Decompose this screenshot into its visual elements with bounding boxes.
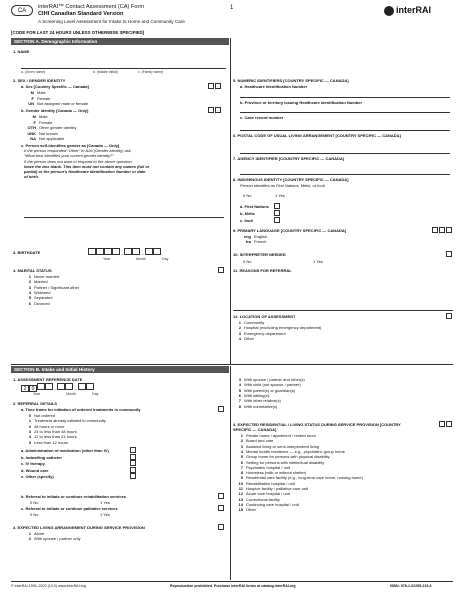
residential-box-2[interactable] (446, 421, 452, 427)
marital-option (26, 279, 48, 284)
marital-option-label: Divorced (34, 300, 50, 306)
marital-option-label: Widowed (34, 289, 51, 295)
residential-option (236, 507, 256, 512)
logo-emblem-icon (384, 6, 394, 16)
a9-primary-language: 9. PRIMARY LANGUAGE [COUNTRY SPECIFIC — CANADA] (233, 228, 347, 233)
birth-year-label: Year (103, 257, 111, 261)
treatment-item-label: c. IV therapy (21, 461, 45, 466)
marital-option (26, 285, 79, 290)
marital-option (26, 301, 50, 306)
metis-label: b. Métis (240, 211, 255, 216)
language-option-label: English (254, 234, 268, 239)
gender-option-label: Other gender identity (39, 125, 77, 130)
a3-birthdate: 3. BIRTHDATE (13, 250, 41, 255)
gender-option (26, 136, 64, 141)
language-option (243, 239, 266, 244)
gender-option-label: Not known (39, 130, 58, 136)
living-arrangement-option: 6 With sibling(s) (238, 392, 270, 398)
marital-option (26, 290, 50, 295)
residential-option-label: Board and care (246, 438, 274, 444)
residential-option-code: 8 (240, 470, 243, 476)
sex-option-code: F (31, 95, 34, 101)
residential-option (236, 502, 299, 507)
time-frame-option-label: Treatment already initiated in community (34, 418, 106, 424)
a2-sex-gender: 2. SEX / GENDER IDENTITY (13, 78, 66, 83)
self-identify-text6: of birth. (24, 174, 39, 179)
a4-marital-status: 4. MARITAL STATUS (13, 268, 52, 273)
family-name-label: c. (Family name) (138, 70, 164, 74)
treatment-item-label: e. Other (specify) (21, 474, 54, 479)
healthcare-id-label: a. Healthcare Identification Number (240, 84, 308, 89)
residential-option-label: Residential care facility (e.g., long-term care home, nursing home) (246, 475, 363, 481)
residential-option (236, 497, 280, 502)
gender-option-label: Not applicable (39, 136, 65, 141)
time-frame-option-code: 4 (28, 434, 31, 440)
time-frame-option-label: Not ordered (34, 413, 56, 418)
birth-month-label: Month (136, 257, 146, 261)
gender-option (26, 120, 52, 125)
rehab-referral-box[interactable] (218, 493, 224, 499)
form-version: CIHI Canadian Standard Version (38, 11, 124, 17)
form-title: interRAI™ Contact Assessment (CA) Form (38, 4, 144, 10)
residential-option-label: Group home for persons with physical disability (246, 454, 330, 460)
case-record-label: c. Case record number (240, 115, 284, 120)
marital-option-code: 4 (28, 289, 31, 295)
a10-interpreter-needed: 10. INTERPRETER NEEDED (233, 252, 286, 257)
marital-option-code: 5 (28, 295, 31, 301)
treatment-item-box[interactable] (130, 454, 136, 460)
sex-option (26, 90, 46, 95)
form-subtitle: A Screening Level Assessment for Intake to Home and Community Care (38, 19, 185, 24)
middle-initial-label: b. (Middle initial) (93, 70, 118, 74)
gender-option-code: M (32, 114, 36, 119)
time-frame-option-code: 5 (28, 439, 31, 445)
living-arrangement-box[interactable] (218, 524, 224, 530)
a6-postal-code: 6. POSTAL CODE OF USUAL LIVING ARRANGEMENT [COUNTRY SPECIFIC — CANADA] (233, 133, 401, 138)
residential-option-code: 5 (240, 454, 243, 460)
residential-option-code: 2 (240, 438, 243, 444)
residential-option-label: Mental health residence — e.g., psychiatric group home (246, 448, 345, 454)
palliative-no: 0 No (30, 512, 39, 517)
time-frame-option (26, 413, 55, 418)
interpreter-yes: 1 Yes (313, 259, 323, 264)
gender-option-code: NA (30, 136, 36, 141)
time-frame-option-code: 0 (28, 413, 31, 418)
location-option-code: 2 (238, 325, 241, 331)
a8-indigenous-identity: 8. INDIGENOUS IDENTITY [COUNTRY SPECIFIC — CANADA] (233, 177, 349, 182)
residential-option-code: 10 (238, 480, 243, 486)
marital-option (26, 274, 59, 279)
language-box-2[interactable] (439, 227, 445, 233)
location-box[interactable] (446, 313, 452, 319)
residential-option-label: Correctional facility (246, 496, 280, 502)
sex-option-code: M (30, 90, 34, 95)
residential-option-code: 15 (238, 507, 243, 513)
language-box-1[interactable] (432, 227, 438, 233)
a11-reasons-referral: 11. REASONS FOR REFERRAL (233, 268, 292, 273)
residential-option-code: 3 (240, 443, 243, 449)
gender-option-code: UNK (27, 130, 36, 136)
residential-option-label: Acute care hospital / unit (246, 491, 290, 497)
gender-identity-label: b. Gender identity [Canada — Only] (21, 108, 89, 113)
residential-option-label: Rehabilitation hospital / unit (246, 480, 295, 486)
residential-option (236, 449, 345, 454)
residential-option-label: Continuing care hospital / unit (246, 501, 299, 507)
location-option-label: Community (244, 320, 265, 325)
rehab-referral-label: b. Referral to initiate or continue rehabilitation services (21, 494, 126, 499)
living-arrangement-option: 8 With nonrelative(s) (238, 403, 278, 409)
assessment-month-label: Month (66, 392, 76, 396)
a1-name: 1. NAME (13, 49, 30, 54)
residential-option (236, 454, 330, 459)
residential-option-code: 7 (240, 464, 243, 470)
residential-option-code: 14 (238, 501, 243, 507)
residential-option (236, 460, 324, 465)
interpreter-box[interactable] (446, 251, 452, 257)
location-option-label: Hospital (excluding emergency department) (244, 325, 322, 331)
living-arrangement-option: 7 With other relative(s) (238, 398, 281, 404)
marital-option-label: Separated (34, 295, 53, 301)
marital-option (26, 295, 52, 300)
sex-option-code: UN (28, 101, 34, 106)
location-option (236, 331, 286, 336)
treatment-item-box[interactable] (130, 460, 136, 466)
living-arrangement-option (26, 531, 44, 536)
indigenous-no: 0 No (243, 193, 252, 198)
gender-option-code: F (33, 119, 36, 125)
residential-option-label: Psychiatric hospital / unit (246, 464, 291, 470)
marital-option-code: 6 (28, 300, 31, 306)
residential-option-code: 11 (238, 486, 243, 491)
residential-option-label: Private home / apartment / rented room (246, 433, 316, 438)
palliative-referral-box[interactable] (218, 505, 224, 511)
treatment-item-box[interactable] (130, 447, 136, 453)
gender-option (26, 114, 48, 119)
living-arrangement-option (26, 536, 80, 541)
self-identify-text3: If the person does not want to respond to the above question, (24, 159, 133, 164)
time-frame-label: a. Time frame for initiation of ordered treatments in community (21, 407, 141, 412)
birth-day-label: Day (162, 257, 169, 261)
gender-option-label: Female (39, 119, 53, 125)
code-note: [CODE FOR LAST 24 HOURS UNLESS OTHERWISE SPECIFIED] (11, 30, 145, 35)
residential-option-code: 1 (240, 433, 243, 438)
section-a-header: SECTION A. Demographic Information (11, 38, 229, 45)
palliative-yes: 1 Yes (100, 512, 110, 517)
interpreter-no: 0 No (243, 259, 252, 264)
rehab-no: 0 No (30, 500, 39, 505)
marital-option-label: Never married (34, 274, 60, 279)
b1-assessment-date: 1. ASSESSMENT REFERENCE DATE (13, 377, 83, 382)
palliative-referral-label: c. Referral to initiate or continue palliative services (21, 506, 118, 511)
time-frame-option (26, 440, 68, 445)
footer-copyright: © interRAI 1994–2022 (10.0) www.interRAI.org (11, 584, 86, 588)
time-frame-option-label: 48 hours or more (34, 423, 65, 429)
time-frame-option (26, 418, 106, 423)
residential-option (236, 481, 295, 486)
sex-option-label: Female (37, 95, 51, 101)
residential-option (236, 444, 319, 449)
time-frame-option-code: 2 (28, 423, 31, 429)
footer-reproduction: Reproduction prohibited. Purchase interRAI forms at catalog.interRAI.org (170, 584, 296, 588)
residential-option (236, 465, 290, 470)
treatment-item-label: a. Administration of medication (other than IV) (21, 448, 109, 453)
marital-status-box[interactable] (218, 267, 224, 273)
location-option-code: 4 (238, 335, 241, 341)
gender-option-code: OTH (27, 125, 36, 130)
location-option-label: Other (244, 335, 255, 341)
treatment-item-label: b. Indwelling catheter (21, 454, 62, 460)
location-option-code: 3 (238, 330, 241, 336)
sex-box[interactable] (208, 83, 214, 89)
rehab-yes: 1 Yes (100, 500, 110, 505)
gender-box[interactable] (208, 107, 214, 113)
residential-box-1[interactable] (439, 421, 445, 427)
residential-option (236, 470, 306, 475)
metis-box[interactable] (274, 210, 280, 216)
residential-option-code: 6 (240, 459, 243, 465)
assessment-year-label: Year (33, 392, 41, 396)
location-option-label: Emergency department (244, 330, 286, 336)
inuit-box[interactable] (274, 217, 280, 223)
first-nations-box[interactable] (274, 203, 280, 209)
given-name-label: a. (Given name) (21, 70, 46, 74)
self-identify-text2: “What best identifies your current gender identity?” (24, 153, 114, 158)
language-option-label: French (254, 239, 267, 245)
inuit-label: c. Inuit (240, 218, 253, 223)
sex-option (26, 96, 50, 101)
a5-numeric-identifiers: 5. NUMERIC IDENTIFIERS [COUNTRY SPECIFIC — CANADA] (233, 78, 349, 83)
marital-option-label: Married (34, 279, 48, 285)
province-issuing-label: b. Province or territory issuing Healthcare Identification Number (240, 100, 363, 105)
language-option (243, 234, 267, 239)
marital-option-code: 3 (28, 284, 31, 290)
b3-living-arrangement: 3. EXPECTED LIVING ARRANGEMENT DURING SERVICE PROVISION (13, 525, 145, 530)
sex-box-2[interactable] (215, 83, 221, 89)
time-frame-option-label: 24 to less than 48 hours (34, 428, 77, 434)
sex-option (26, 101, 88, 106)
time-frame-option (26, 434, 77, 439)
section-b-header: SECTION B. Intake and Initial History (11, 366, 229, 373)
residential-option-label: Hospice facility / palliative care unit (246, 486, 309, 491)
footer-isbn: ISBN: 978-1-62255-215-3 (390, 584, 432, 588)
ca-badge: CA (11, 5, 33, 16)
location-option-code: 1 (238, 320, 241, 325)
residential-option (236, 475, 363, 480)
time-frame-box[interactable] (218, 406, 224, 412)
time-frame-option-code: 3 (28, 428, 31, 434)
birthdate-boxes[interactable]: – – (88, 248, 161, 256)
living-arrangement-option-code: 2 (28, 536, 31, 542)
living-arrangement-option: 3 With spouse / partner and other(s) (238, 377, 305, 382)
self-identify-text4: leave the box blank. This item must not contain any names (full or (24, 164, 150, 169)
indigenous-yes: 1 Yes (275, 193, 285, 198)
residential-option-code: 9 (240, 475, 243, 481)
time-frame-option-label: Less than 12 hours (34, 439, 69, 445)
living-arrangement-option-label: With spouse / partner only (34, 536, 81, 542)
b4-residential-status: 4. EXPECTED RESIDENTIAL / LIVING STATUS DURING SERVICE PROVISION [COUNTRY SPECIFIC — CANADA] (233, 422, 401, 432)
gender-option (26, 131, 58, 136)
indigenous-note: Person identifies as First Nations, Métis, or Inuit (240, 183, 325, 188)
a7-agency-identifier: 7. AGENCY IDENTIFIER [COUNTRY SPECIFIC — CANADA] (233, 156, 345, 161)
assessment-day-label: Day (92, 392, 99, 396)
location-option (236, 325, 321, 330)
residential-option-label: Homeless (with or without shelter) (246, 470, 307, 476)
gender-option (26, 125, 76, 130)
location-option (236, 336, 254, 341)
language-option-code: fra (245, 239, 251, 245)
treatment-item-box[interactable] (130, 473, 136, 479)
residential-option (236, 491, 290, 496)
residential-option-label: Other (246, 507, 257, 513)
sex-label: a. Sex [Country Specific — Canada] (21, 84, 89, 89)
time-frame-option-label: 12 to less than 24 hours (34, 434, 77, 440)
language-option-code: eng (243, 234, 251, 239)
treatment-item-box[interactable] (130, 467, 136, 473)
interrai-logo: interRAI (384, 5, 431, 16)
gender-box-2[interactable] (215, 107, 221, 113)
b2-referral-details: 2. REFERRAL DETAILS (13, 401, 58, 406)
residential-option-label: Assisted living or semi-independent living (246, 443, 320, 449)
living-arrangement-option-label: Alone (34, 531, 45, 536)
sex-option-label: Not assigned male or female (37, 101, 88, 106)
residential-option (236, 438, 273, 443)
residential-option-code: 12 (238, 491, 243, 497)
first-nations-label: a. First Nations (240, 204, 269, 209)
residential-option (236, 433, 316, 438)
living-arrangement-option-code: 1 (28, 531, 31, 536)
living-arrangement-option: 5 With parent(s) or guardian(s) (238, 387, 296, 393)
language-box-3[interactable] (446, 227, 452, 233)
residential-option (236, 486, 308, 491)
gender-option-label: Male (39, 114, 48, 119)
residential-option-code: 4 (240, 448, 243, 454)
sex-option-label: Male (37, 90, 46, 95)
a12-location-assessment: 12. LOCATION OF ASSESSMENT (233, 314, 296, 319)
time-frame-option (26, 429, 77, 434)
self-identify-text5: partial) or the person’s Healthcare Identification Number or date (24, 169, 146, 174)
marital-option-label: Partner / Significant other (34, 284, 80, 290)
page-number: 1 (230, 5, 234, 11)
time-frame-option-code: 1 (28, 418, 31, 424)
residential-option-code: 13 (238, 496, 243, 502)
residential-option-label: Setting for persons with intellectual disability (246, 459, 325, 465)
marital-option-code: 1 (28, 274, 31, 279)
time-frame-option (26, 424, 64, 429)
marital-option-code: 2 (28, 279, 31, 285)
treatment-item-label: d. Wound care (21, 467, 49, 473)
assessment-date-boxes[interactable]: 2 0 – – (21, 383, 94, 392)
living-arrangement-option: 4 With child (not spouse / partner) (238, 382, 301, 388)
self-identify-label: c. Person self-identifies gender as [Canada — Only] (21, 143, 120, 148)
self-identify-text1: If the person responded “Other” to A2b (Gender identity) ask, (24, 148, 132, 153)
location-option (236, 320, 264, 325)
